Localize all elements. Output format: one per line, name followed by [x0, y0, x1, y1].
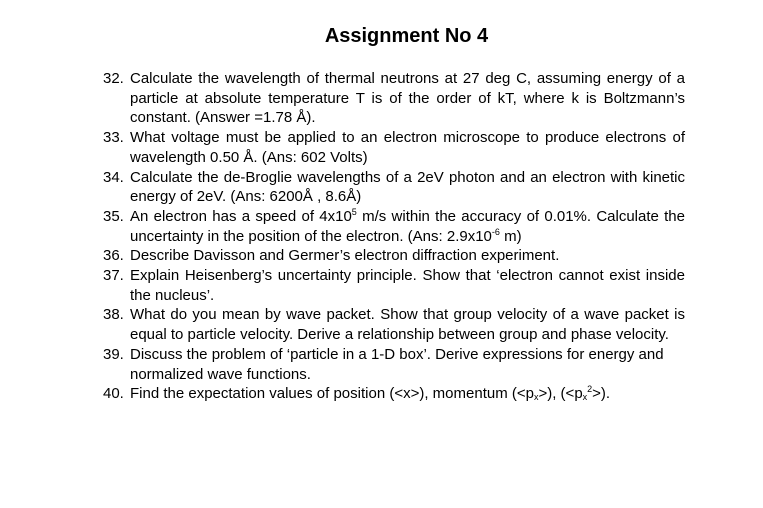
question-35 — [103, 207, 685, 246]
question-text: Calculate the wavelength of thermal neutrons at 27 deg C, assuming energy of a particle at absolute temperature T is of the order of kT, where k is Boltzmann’s constant. (Answer =1.78 Å). — [130, 70, 685, 127]
question-text: Explain Heisenberg’s uncertainty principle. Show that ‘electron cannot exist inside the nucleus’. — [130, 267, 685, 304]
question-number: 38. — [103, 306, 124, 324]
question-33 — [103, 128, 685, 167]
question-text — [130, 207, 685, 246]
question-text-part: >), (<p — [538, 385, 583, 403]
question-32 — [103, 69, 685, 128]
question-text-part: An electron has a speed of 4x10 — [130, 207, 352, 225]
question-text-part: Find the expectation values of position (<x>), momentum (<p — [130, 385, 534, 403]
page-title: Assignment No 4 — [324, 25, 489, 47]
question-text: What voltage must be applied to an electron microscope to produce electrons of wavelength 0.50 Å. (Ans: 602 Volts) — [130, 129, 685, 166]
question-text-part: >). — [592, 385, 611, 403]
question-39 — [103, 345, 685, 384]
question-text: Calculate the de-Broglie wavelengths of a 2eV photon and an electron with kinetic energy of 2eV. (Ans: 6200Å , 8.6Å) — [130, 168, 685, 206]
question-list — [103, 69, 685, 404]
subscript-label: x — [533, 392, 539, 403]
question-text-part: m/s within the accuracy of 0.01%. Calculate the uncertainty in the position of the electron. (Ans: 2.9x10 — [130, 207, 685, 245]
question-37 — [103, 266, 685, 305]
question-number: 37. — [103, 267, 124, 285]
question-34 — [103, 168, 685, 207]
question-text: Describe Davisson and Germer’s electron diffraction experiment. — [130, 247, 560, 265]
question-text-part: m) — [499, 227, 522, 245]
superscript-exponent: 5 — [351, 206, 357, 217]
subscript-label: x — [582, 392, 588, 403]
question-38 — [103, 305, 685, 344]
question-number: 32. — [103, 70, 124, 87]
question-36 — [103, 246, 685, 266]
question-number: 33. — [103, 129, 124, 147]
question-text — [130, 384, 685, 404]
question-number: 39. — [103, 345, 124, 363]
superscript-exponent: -6 — [491, 226, 500, 237]
question-text: Discuss the problem of ‘particle in a 1-D box’. Derive expressions for energy and normalized wave functions. — [130, 345, 664, 383]
question-number: 36. — [103, 247, 124, 265]
question-number: 34. — [103, 168, 124, 186]
question-number: 35. — [103, 207, 124, 225]
superscript-exponent: 2 — [587, 384, 593, 395]
question-text: What do you mean by wave packet. Show that group velocity of a wave packet is equal to particle velocity. Derive a relationship between group and phase velocity. — [130, 306, 685, 344]
question-40 — [103, 384, 685, 404]
question-number: 40. — [103, 385, 124, 403]
